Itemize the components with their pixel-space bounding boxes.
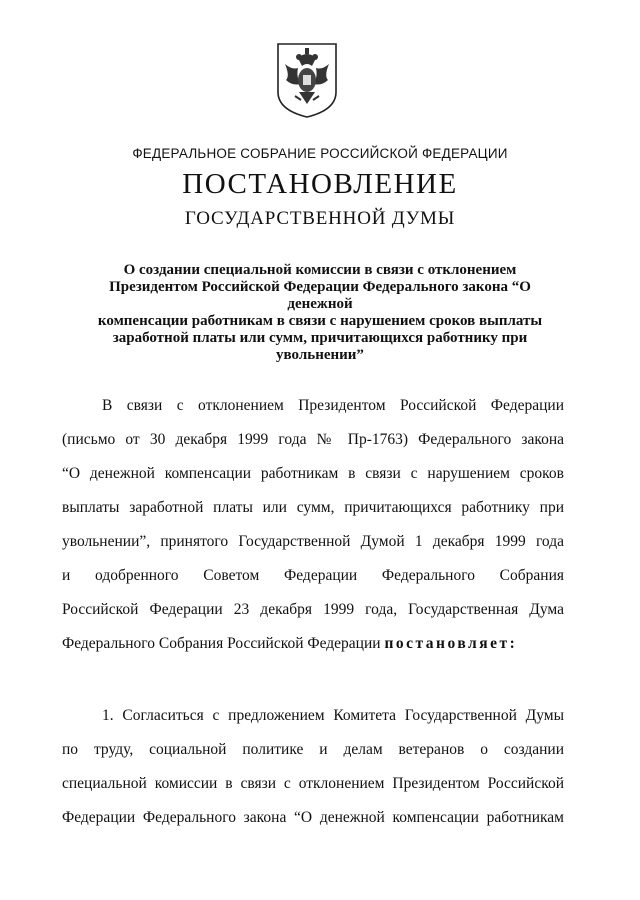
body-line: увольнении”, принятого Государственной Думой 1 декабря 1999 года	[62, 533, 564, 550]
resolves-keyword: постановляет:	[384, 635, 518, 652]
body-line: Федерации Федерального закона “О денежной компенсации работникам	[62, 809, 564, 826]
body-line-resolution	[62, 627, 564, 661]
organization-name: ФЕДЕРАЛЬНОЕ СОБРАНИЕ РОССИЙСКОЙ ФЕДЕРАЦИИ	[132, 146, 508, 161]
body-line: 1. Согласиться с предложением Комитета Государственной Думы	[102, 707, 564, 724]
body-line: (письмо от 30 декабря 1999 года № Пр-1763) Федерального закона	[62, 431, 564, 448]
body-paragraph-1	[62, 389, 564, 661]
body-line-text: Федерального Собрания Российской Федерации	[62, 635, 381, 652]
body-line: по труду, социальной политике и делам ветеранов о создании	[62, 741, 564, 758]
body-line: специальной комиссии в связи с отклонением Президентом Российской	[62, 775, 564, 792]
body-line: выплаты заработной платы или сумм, причитающихся работнику при	[62, 499, 564, 516]
body-line: “О денежной компенсации работникам в связи с нарушением сроков	[62, 465, 564, 482]
body-line: и одобренного Советом Федерации Федерального Собрания	[62, 567, 564, 584]
body-paragraph-2	[62, 699, 564, 835]
body-line: Российской Федерации 23 декабря 1999 года, Государственная Дума	[62, 601, 564, 618]
subject-line: Президентом Российской Федерации Федерального закона “О денежной	[109, 279, 531, 312]
subject-line: заработной платы или сумм, причитающихся работнику при	[112, 330, 528, 346]
coat-of-arms-icon	[272, 40, 342, 120]
body-line: В связи с отклонением Президентом Российской Федерации	[102, 397, 564, 414]
subject-line: О создании специальной комиссии в связи с отклонением	[123, 262, 517, 278]
document-type: ПОСТАНОВЛЕНИЕ	[182, 168, 458, 200]
document-subject	[80, 262, 560, 364]
document-issuer: ГОСУДАРСТВЕННОЙ ДУМЫ	[184, 208, 456, 229]
subject-line: компенсации работникам в связи с нарушением сроков выплаты	[97, 313, 543, 329]
subject-line: увольнении”	[276, 347, 364, 363]
